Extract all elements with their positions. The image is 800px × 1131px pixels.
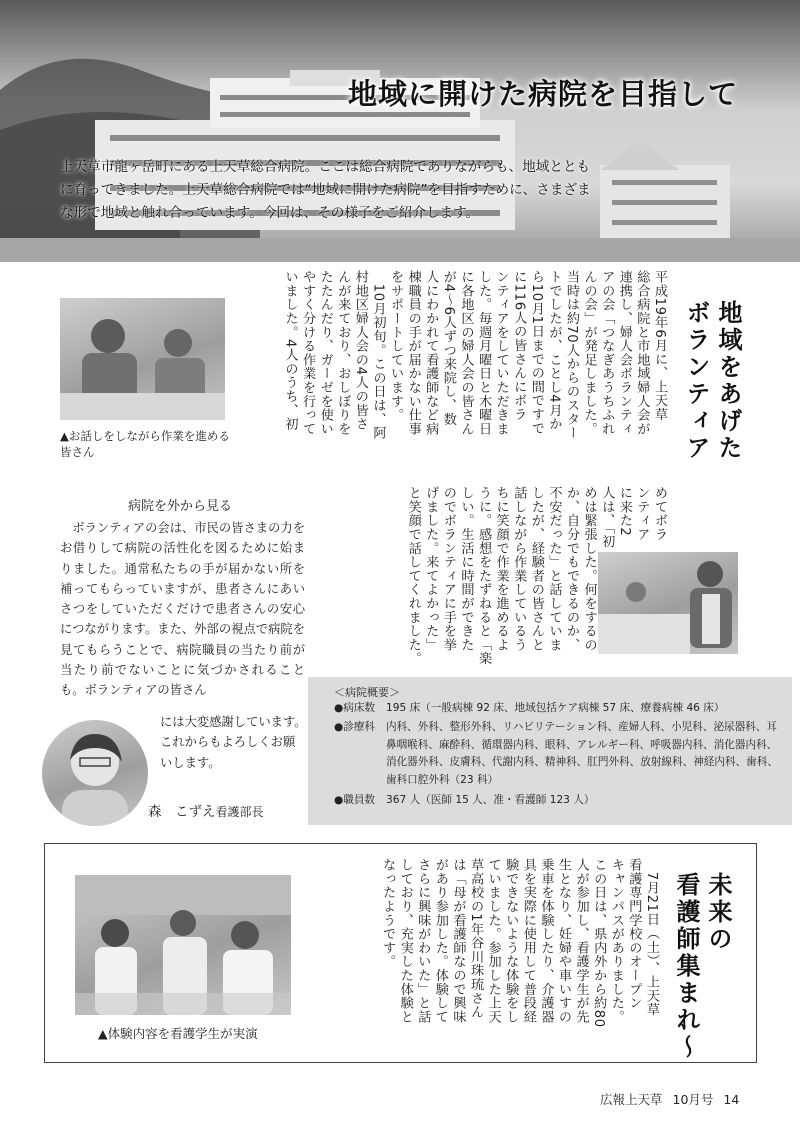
overview-key: ●病床数	[334, 702, 376, 714]
volunteer-body-lower: めてボラ ンティア に来た2 人は、「初 めは緊張した。何をするの か、自分でもできるのか、 不安だった」と話していま したが、経験者の皆さんと 話しながら作業しているう ちに笑顔で作業を進めるよ うに。感想をたずねると「楽 しい。生活に時間ができた のでボランティアに手を挙 げました。来てよかった」 と笑顔で話してくれました。	[405, 486, 667, 666]
nursing-demonstration-photo	[75, 875, 291, 1015]
page-footer	[600, 1090, 739, 1108]
overview-row-departments	[334, 719, 786, 789]
avatar	[42, 720, 148, 826]
lead-paragraph: 上天草市龍ヶ岳町にある上天草総合病院。ここは総合病院でありながらも、地域とともに育ってきました。上天草総合病院では“地域に開けた病院”を目指すために、さまざまな形で地域と触れ合っています。今回は、その様子をご紹介します。	[60, 159, 591, 221]
support-closing: には大変感謝しています。 これからもよろしくお願 いします。	[160, 715, 307, 770]
issue-label: 10月号	[672, 1092, 714, 1107]
page-number: 14	[723, 1092, 740, 1107]
photo1-caption: ▲お話しをしながら作業を進める皆さん	[60, 429, 230, 459]
overview-value: 367 人（医師 15 人、准・看護師 123 人）	[386, 794, 595, 806]
overview-title: ＜病院概要＞	[334, 686, 400, 699]
overview-row-beds	[334, 701, 786, 716]
page-title: 地域に開けた病院を目指して	[348, 77, 739, 111]
volunteer-with-staff-photo	[598, 552, 738, 654]
publication-name: 広報上天草	[600, 1092, 663, 1107]
nursing-photo-caption: ▲体験内容を看護学生が実演	[98, 1026, 258, 1041]
support-text: ボランティアの会は、市民の皆さまの力をお借りして病院の活性化を図るために始まりました。通常私たちの手が届かない所を補ってもらっていますが、患者さんにあいさつをしていただくだけで患者さんの安心につながります。また、外部の視点で病院を見てもらうことで、病院職員の当たり前が当たり前でないことに気づかされることも。ボランティアの皆さん	[60, 521, 305, 698]
overview-value: 195 床（一般病棟 92 床、地域包括ケア病棟 57 床、療養病棟 46 床）	[386, 702, 725, 714]
volunteers-working-photo	[60, 298, 225, 420]
overview-row-staff	[334, 793, 786, 808]
overview-key: ●診療科	[334, 721, 376, 733]
overview-value: 内科、外科、整形外科、リハビリテーション科、産婦人科、小児科、泌尿器科、耳鼻咽喉科、麻酔科、循環器内科、眼科、アレルギー科、呼吸器内科、消化器内科、消化器外科、皮膚科、代謝内科、精神科、肛門外科、放射線科、神経内科、歯科、歯科口腔外科（23 科）	[386, 721, 778, 786]
volunteer-heading: 地域をあげた ボランティア	[682, 300, 742, 462]
author-role: 看護部長	[215, 805, 264, 819]
overview-key: ●職員数	[334, 794, 376, 806]
author-name: 森 こずえ	[148, 804, 216, 820]
nursing-body: 7月21日（土）、上天草 看護専門学校のオープン キャンパスがありました。 この日は、県内外から約80 人が参加し、看護学生が先 生となり、妊婦や車いすの 乗車を体験したり、介護器 具を実際に使用して普段経 験できないような体験をし ていました。参加した上天 草高校の1年谷川珠琉さん は「母が看護師なので興味 があり参加した。体験して さらに興味がわいた」と話 しており、充実した体験と なったようです。	[380, 858, 659, 1028]
volunteer-body-upper: 平成19年6月に、上天草 総合病院と市地域婦人会が 連携し、婦人会ボランティ アの会「つなぎあうちふれ んの会」が発足しました。 当時は約70人からのスター トでしたが、ことし4月か ら10月1日までの間ですで に116人の皆さんにボラ ンティアをしていただきま した。毎週月曜日と木曜日 に各地区の婦人会の皆さん が4～6人ずつ来院し、数 人にわかれて看護師など病 棟職員の手が届かない仕事 をサポートしています。 10月初旬。この日は、阿 村地区婦人会の4人の皆さ んが来ており、おしぼりを たたんだり、ガーゼを使い やすく分ける作業を行って いました。4人のうち、初	[282, 270, 667, 440]
hospital-overview-box	[308, 677, 792, 825]
nursing-heading: 未来の 看護師集まれ～	[672, 872, 732, 1061]
support-title: 病院を外から見る	[127, 499, 232, 514]
author-signature	[148, 800, 264, 820]
